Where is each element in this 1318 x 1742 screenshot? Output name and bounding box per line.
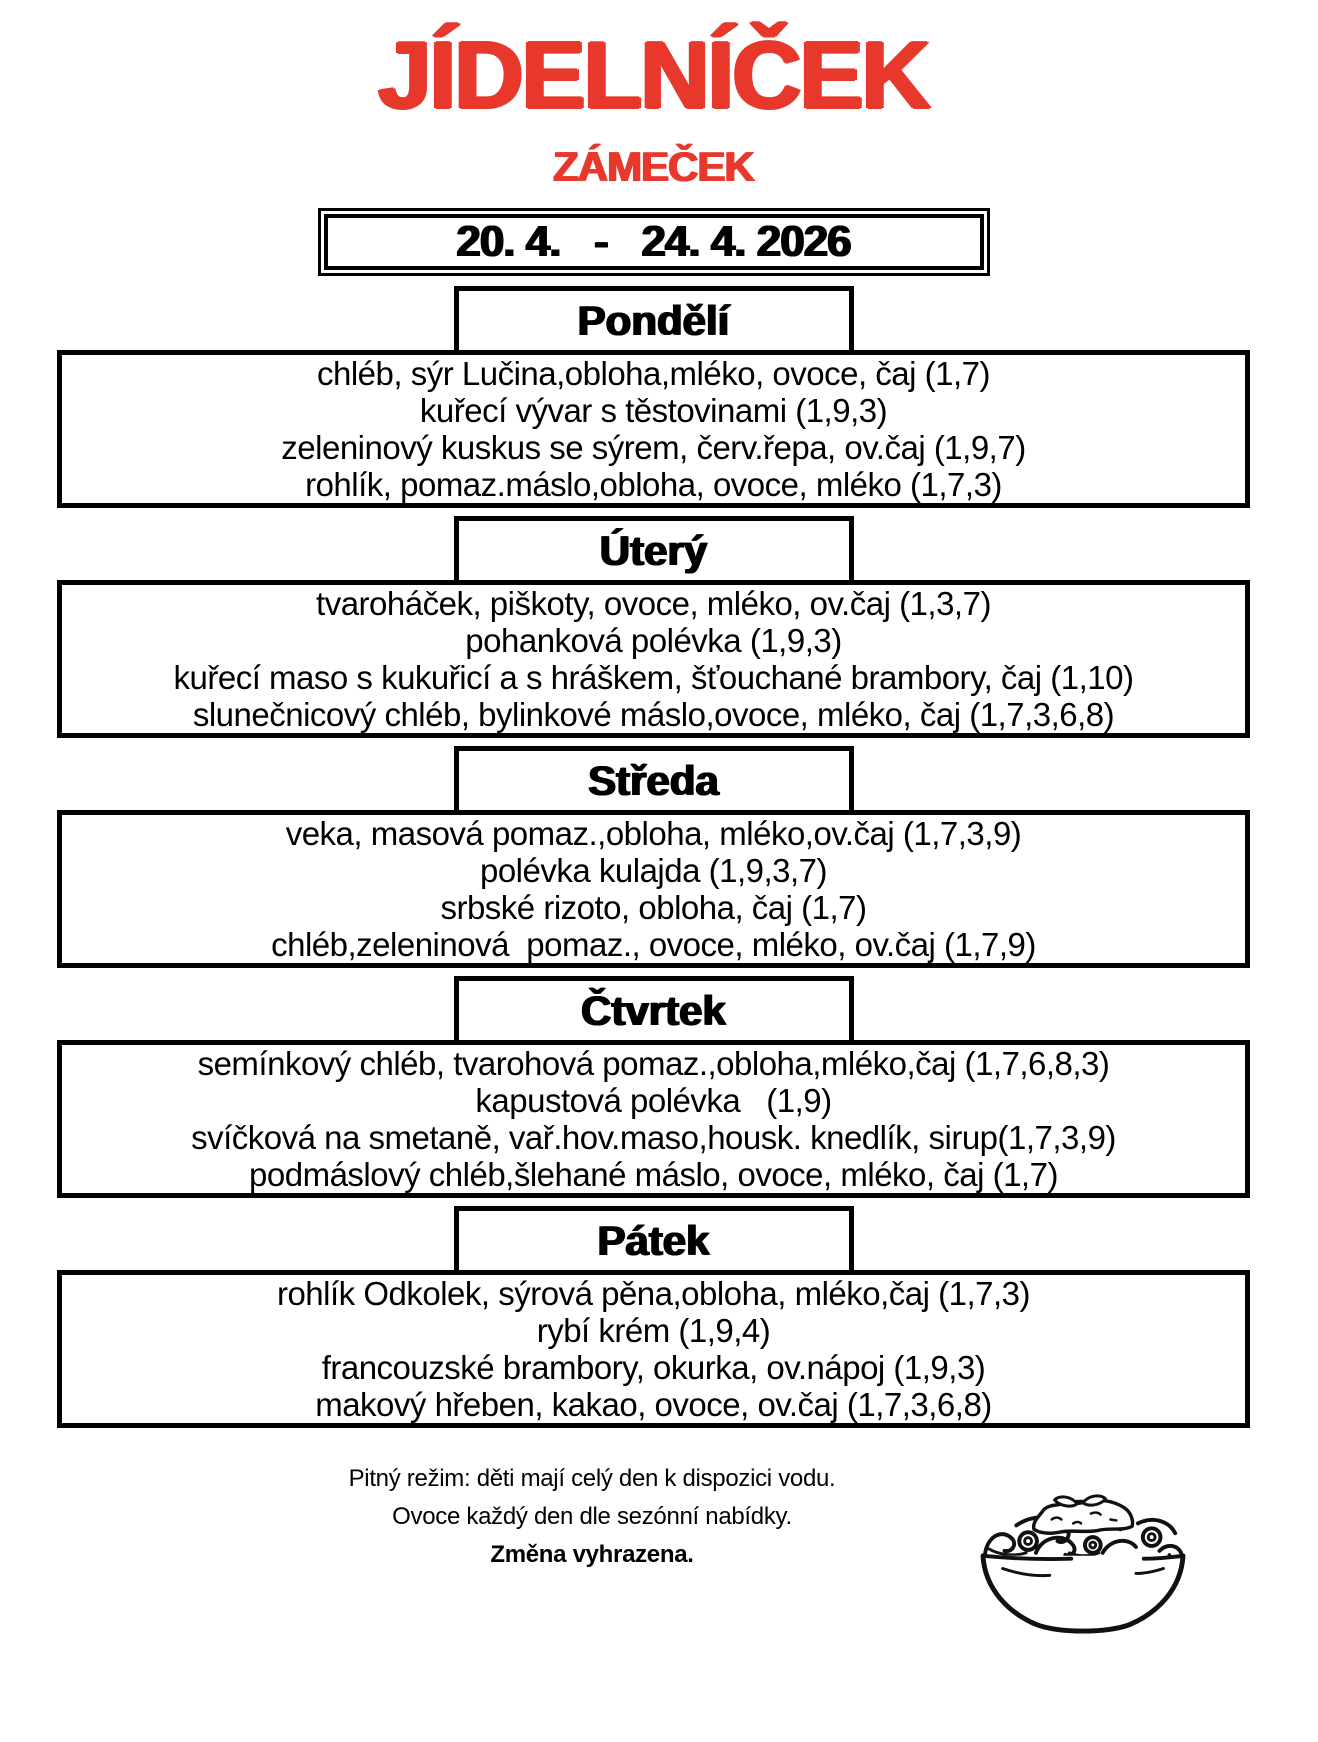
day-name: Pátek	[597, 1216, 710, 1264]
menu-item: tvaroháček, piškoty, ovoce, mléko, ov.čaj (1,3,7)	[316, 585, 991, 622]
date-range: 20. 4. - 24. 4. 2026	[456, 217, 851, 266]
day-tab-streda	[454, 746, 854, 810]
menu-item: rohlík, pomaz.máslo,obloha, ovoce, mléko (1,7,3)	[305, 466, 1002, 503]
menu-item: veka, masová pomaz.,obloha, mléko,ov.čaj (1,7,3,9)	[285, 815, 1022, 852]
day-tab-patek	[454, 1206, 854, 1270]
menu-box-streda	[57, 810, 1250, 968]
menu-item: srbské rizoto, obloha, čaj (1,7)	[440, 889, 867, 926]
day-section-ctvrtek	[57, 976, 1250, 1198]
footer-note-drinking: Pitný režim: děti mají celý den k dispozici vodu.	[348, 1465, 836, 1492]
menu-item: semínkový chléb, tvarohová pomaz.,obloha,mléko,čaj (1,7,6,8,3)	[197, 1045, 1110, 1082]
menu-item: slunečnicový chléb, bylinkové máslo,ovoce, mléko, čaj (1,7,3,6,8)	[192, 696, 1115, 733]
day-section-patek	[57, 1206, 1250, 1428]
menu-item: podmáslový chléb,šlehané máslo, ovoce, mléko, čaj (1,7)	[249, 1156, 1058, 1193]
page-title: JÍDELNÍČEK	[378, 22, 929, 129]
menu-item: kuřecí maso s kukuřicí a s hráškem, šťouchané brambory, čaj (1,10)	[173, 659, 1134, 696]
menu-box-utery	[57, 580, 1250, 738]
footer-notes	[57, 1460, 1127, 1574]
date-range-box-inner	[324, 214, 984, 270]
day-section-utery	[57, 516, 1250, 738]
day-name: Středa	[588, 756, 719, 804]
menu-item: polévka kulajda (1,9,3,7)	[479, 852, 828, 889]
menu-box-ctvrtek	[57, 1040, 1250, 1198]
day-name: Úterý	[599, 526, 708, 574]
menu-item: pohanková polévka (1,9,3)	[465, 622, 842, 659]
day-tab-ctvrtek	[454, 976, 854, 1040]
day-section-streda	[57, 746, 1250, 968]
menu-item: makový hřeben, kakao, ovoce, ov.čaj (1,7,3,6,8)	[315, 1386, 992, 1423]
menu-item: kapustová polévka (1,9)	[475, 1082, 832, 1119]
day-name: Pondělí	[577, 296, 730, 344]
day-name: Čtvrtek	[581, 986, 726, 1034]
menu-item: francouzské brambory, okurka, ov.nápoj (1,9,3)	[321, 1349, 986, 1386]
day-section-pondeli	[57, 286, 1250, 508]
footer-note-fruit: Ovoce každý den dle sezónní nabídky.	[392, 1503, 792, 1530]
menu-box-pondeli	[57, 350, 1250, 508]
footer-note-change: Změna vyhrazena.	[490, 1541, 694, 1568]
menu-item: chléb,zeleninová pomaz., ovoce, mléko, ov.čaj (1,7,9)	[271, 926, 1036, 963]
menu-content	[57, 0, 1250, 1574]
menu-item: zeleninový kuskus se sýrem, červ.řepa, ov.čaj (1,9,7)	[281, 429, 1026, 466]
noodle-bowl-icon	[975, 1494, 1191, 1646]
menu-item: rybí krém (1,9,4)	[536, 1312, 771, 1349]
menu-item: chléb, sýr Lučina,obloha,mléko, ovoce, čaj (1,7)	[316, 355, 991, 392]
date-range-box	[318, 208, 990, 276]
menu-item: rohlík Odkolek, sýrová pěna,obloha, mléko,čaj (1,7,3)	[276, 1275, 1031, 1312]
menu-item: svíčková na smetaně, vař.hov.maso,housk. knedlík, sirup(1,7,3,9)	[191, 1119, 1116, 1156]
menu-item: kuřecí vývar s těstovinami (1,9,3)	[419, 392, 888, 429]
day-tab-utery	[454, 516, 854, 580]
day-tab-pondeli	[454, 286, 854, 350]
menu-box-patek	[57, 1270, 1250, 1428]
page-subtitle: ZÁMEČEK	[553, 143, 754, 190]
